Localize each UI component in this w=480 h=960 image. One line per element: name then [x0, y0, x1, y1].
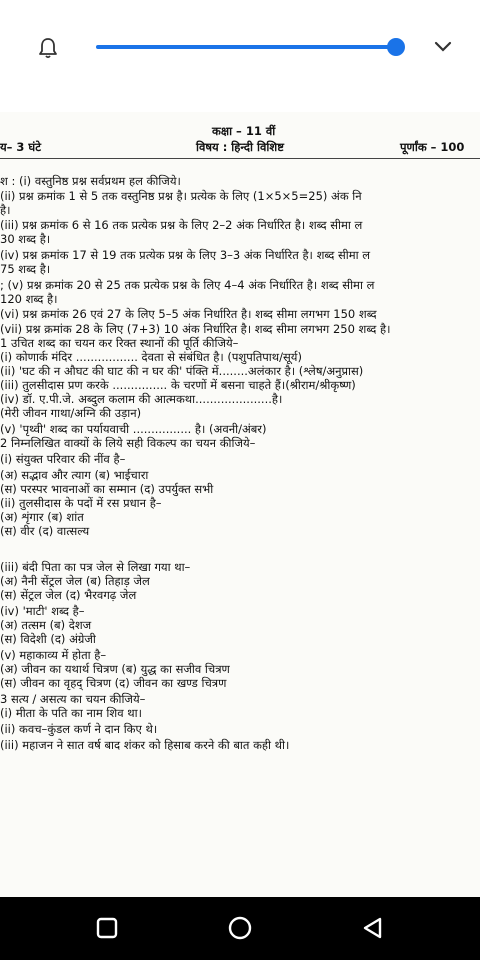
- document-line: (iv) प्रश्न क्रमांक 17 से 19 तक प्रत्येक प्रश्न के लिए 3–3 अंक निर्धारित है। शब्द सीमा ल: [0, 248, 371, 262]
- document-line: (iii) बंदी पिता का पत्र जेल से लिखा गया था–: [0, 560, 191, 574]
- bell-icon[interactable]: [36, 36, 60, 60]
- triangle-back-icon[interactable]: [360, 915, 386, 941]
- document-line: (vi) प्रश्न क्रमांक 26 एवं 27 के लिए 5–5 अंक निर्धारित है। शब्द सीमा लगभग 150 शब्द: [0, 307, 377, 321]
- document-line: 30 शब्द है।: [0, 232, 51, 246]
- progress-thumb[interactable]: [387, 38, 405, 56]
- document-line: 2 निम्नलिखित वाक्यों के लिये सही विकल्प का चयन कीजिये–: [0, 436, 256, 450]
- subject-title: विषय : हिन्दी विशिष्ट: [196, 140, 284, 154]
- document-line: (ii) तुलसीदास के पदों में रस प्रधान है–: [0, 496, 162, 510]
- document-line: (अ) नैनी सेंट्रल जेल (ब) तिहाड़ जेल: [0, 574, 150, 588]
- class-title: कक्षा – 11 वीं: [212, 124, 276, 138]
- document-line: श : (i) वस्तुनिष्ठ प्रश्न सर्वप्रथम हल कीजिये।: [0, 174, 181, 188]
- square-icon[interactable]: [94, 915, 120, 941]
- document-line: (मेरी जीवन गाथा/अग्नि की उड़ान): [0, 406, 142, 420]
- document-line: (ii) कवच–कुंडल कर्ण ने दान किए थे।: [0, 722, 158, 736]
- max-marks: पूर्णांक – 100: [400, 140, 465, 154]
- document-line: (i) मीता के पति का नाम शिव था।: [0, 706, 142, 720]
- chevron-down-icon[interactable]: [432, 38, 454, 56]
- document-line: (स) परस्पर भावनाओं का सम्मान (द) उपर्युक्त सभी: [0, 482, 214, 496]
- document-line: (iii) तुलसीदास प्रण करके ............... के चरणों में बसना चाहते हैं।(श्रीराम/श्रीकृष्ण): [0, 378, 356, 392]
- document-line: 1 उचित शब्द का चयन कर रिक्त स्थानों की पूर्ति कीजिये–: [0, 336, 239, 350]
- system-navbar: [0, 897, 480, 960]
- document-line: (i) संयुक्त परिवार की नींव है–: [0, 452, 126, 466]
- document-line: 120 शब्द है।: [0, 292, 58, 306]
- exam-time: य– 3 घंटे: [0, 140, 42, 154]
- document-line: (अ) तत्सम (ब) देशज: [0, 618, 92, 632]
- document-page: [0, 112, 480, 897]
- circle-icon[interactable]: [227, 915, 253, 941]
- document-line: (ii) 'घट की न औघट की घाट की न घर की' पंक्ति में........अलंकार है। (श्लेष/अनुप्रास): [0, 364, 364, 378]
- document-line: (स) सेंट्रल जेल (द) भैरवगढ़ जेल: [0, 588, 137, 602]
- document-line: है।: [0, 203, 11, 217]
- viewer-toolbar: [0, 0, 480, 94]
- header-divider: [0, 158, 480, 159]
- progress-track[interactable]: [96, 45, 396, 49]
- document-line: (v) महाकाव्य में होता है–: [0, 648, 107, 662]
- document-line: (vii) प्रश्न क्रमांक 28 के लिए (7+3) 10 अंक निर्धारित है। शब्द सीमा लगभग 250 शब्द है।: [0, 322, 391, 336]
- document-line: (v) 'पृथ्वी' शब्द का पर्यायवाची ................ है। (अवनी/अंबर): [0, 422, 267, 436]
- document-line: (iv) 'माटी' शब्द है–: [0, 604, 85, 618]
- document-line: (iii) प्रश्न क्रमांक 6 से 16 तक प्रत्येक प्रश्न के लिए 2–2 अंक निर्धारित है। शब्द सीमा ल: [0, 218, 363, 232]
- document-line: (स) विदेशी (द) अंग्रेजी: [0, 632, 96, 646]
- document-line: ; (v) प्रश्न क्रमांक 20 से 25 तक प्रत्येक प्रश्न के लिए 4–4 अंक निर्धारित है। शब्द सीमा ल: [0, 278, 375, 292]
- document-line: (अ) सद्भाव और त्याग (ब) भाईचारा: [0, 468, 149, 482]
- document-line: (iii) महाजन ने सात वर्ष बाद शंकर को हिसाब करने की बात कही थी।: [0, 738, 290, 752]
- document-line: (स) जीवन का वृहद् चित्रण (द) जीवन का खण्ड चित्रण: [0, 676, 227, 690]
- document-line: (अ) शृंगार (ब) शांत: [0, 510, 84, 524]
- document-line: 3 सत्य / असत्य का चयन कीजिये–: [0, 692, 146, 706]
- document-line: (स) वीर (द) वात्सल्य: [0, 524, 90, 538]
- document-line: (अ) जीवन का यथार्थ चित्रण (ब) युद्ध का सजीव चित्रण: [0, 662, 230, 676]
- document-line: (ii) प्रश्न क्रमांक 1 से 5 तक वस्तुनिष्ठ प्रश्न है। प्रत्येक के लिए (1×5×5=25) अंक नि: [0, 189, 362, 203]
- document-line: (iv) डॉ. ए.पी.जे. अब्दुल कलाम की आत्मकथा.....................है।: [0, 392, 283, 406]
- document-line: 75 शब्द है।: [0, 262, 51, 276]
- document-line: (i) कोणार्क मंदिर ................. देवता से संबंधित है। (पशुपतिपाथ/सूर्य): [0, 350, 302, 364]
